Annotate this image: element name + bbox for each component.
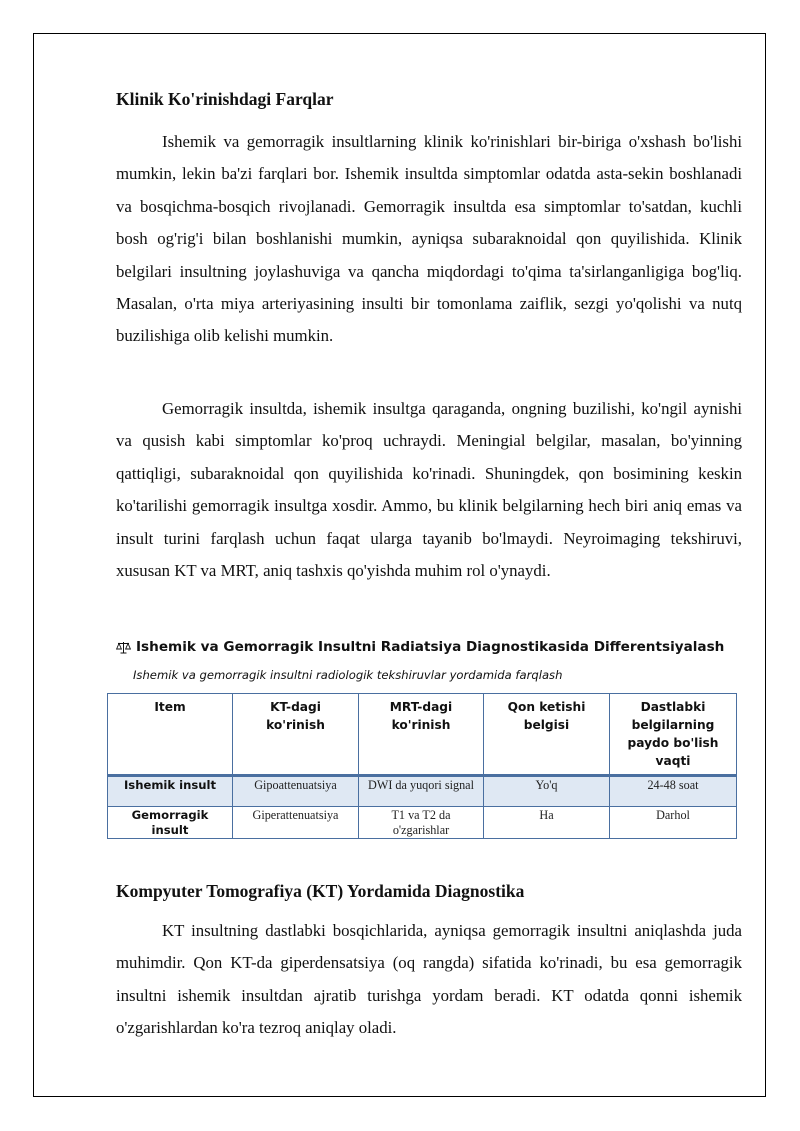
- table-title-text: Ishemik va Gemorragik Insultni Radiatsiya Diagnostikasida Differentsiyalash: [136, 639, 725, 655]
- paragraph-clinical-1: Ishemik va gemorragik insultlarning klinik ko'rinishlari bir-biriga o'xshash bo'lishi mumkin, lekin ba'zi farqlari bor. Ishemik insultda simptomlar odatda asta-sekin boshlanadi va bosqichma-bosqich rivojlanadi. Gemorragik insultda esa simptomlar to'satdan, kuchli bosh og'rig'i bilan boshlanishi mumkin, ayniqsa subaraknoidal qon quyilishida. Klinik belgilari insultning joylashuviga va qancha miqdordagi to'qima ta'sirlanganligiga bog'liq. Masalan, o'rta miya arteriyasining insulti bir tomonlama zaiflik, sezgi yo'qolishi va nutq buzilishiga olib kelishi mumkin.: [116, 132, 742, 346]
- table-row: [108, 807, 737, 839]
- section-heading-ct: Kompyuter Tomografiya (KT) Yordamida Diagnostika: [116, 881, 525, 901]
- table-cell: Gipoattenuatsiya: [233, 776, 359, 807]
- comparison-table: [107, 693, 737, 839]
- table-header-cell: KT-dagi ko'rinish: [233, 694, 359, 776]
- table-row-label: Gemorragik insult: [108, 807, 233, 839]
- table-header-row: [108, 694, 737, 776]
- table-row-label: Ishemik insult: [108, 776, 233, 807]
- table-cell: DWI da yuqori signal: [359, 776, 484, 807]
- table-cell: Yo'q: [484, 776, 610, 807]
- paragraph-clinical-2: Gemorragik insultda, ishemik insultga qaraganda, ongning buzilishi, ko'ngil aynishi va qusish kabi simptomlar ko'proq uchraydi. Meningial belgilar, masalan, bo'yinning qattiqligi, subaraknoidal qon quyilishida ko'rinadi. Shuningdek, qon bosimining keskin ko'tarilishi gemorragik insultga xosdir. Ammo, bu klinik belgilarning hech biri aniq emas va insult turini farqlash uchun faqat ularga tayanib bo'lmaydi. Neyroimaging tekshiruvi, xususan KT va MRT, aniq tashxis qo'yishda muhim rol o'ynaydi.: [116, 399, 742, 581]
- table-cell: T1 va T2 da o'zgarishlar: [359, 807, 484, 839]
- table-cell: Giperattenuatsiya: [233, 807, 359, 839]
- table-cell: Ha: [484, 807, 610, 839]
- table-header-cell: Qon ketishi belgisi: [484, 694, 610, 776]
- table-title: [116, 639, 724, 655]
- table-cell: 24-48 soat: [610, 776, 737, 807]
- section-heading-clinical: Klinik Ko'rinishdagi Farqlar: [116, 89, 334, 109]
- paragraph-ct-1: KT insultning dastlabki bosqichlarida, ayniqsa gemorragik insultni aniqlashda juda muhimdir. Qon KT-da giperdensatsiya (oq rangda) sifatida ko'rinadi, bu esa gemorragik insultni ishemik insultdan ajratib turishga yordam beradi. KT odatda qonni ishemik o'zgarishlardan ko'ra tezroq aniqlay oladi.: [116, 921, 742, 1038]
- scale-icon: [116, 641, 131, 654]
- table-header-cell: Dastlabki belgilarning paydo bo'lish vaqti: [610, 694, 737, 776]
- table-header-cell: Item: [108, 694, 233, 776]
- table-header-cell: MRT-dagi ko'rinish: [359, 694, 484, 776]
- table-row: [108, 776, 737, 807]
- table-caption: Ishemik va gemorragik insultni radiologik tekshiruvlar yordamida farqlash: [133, 668, 563, 682]
- table-cell: Darhol: [610, 807, 737, 839]
